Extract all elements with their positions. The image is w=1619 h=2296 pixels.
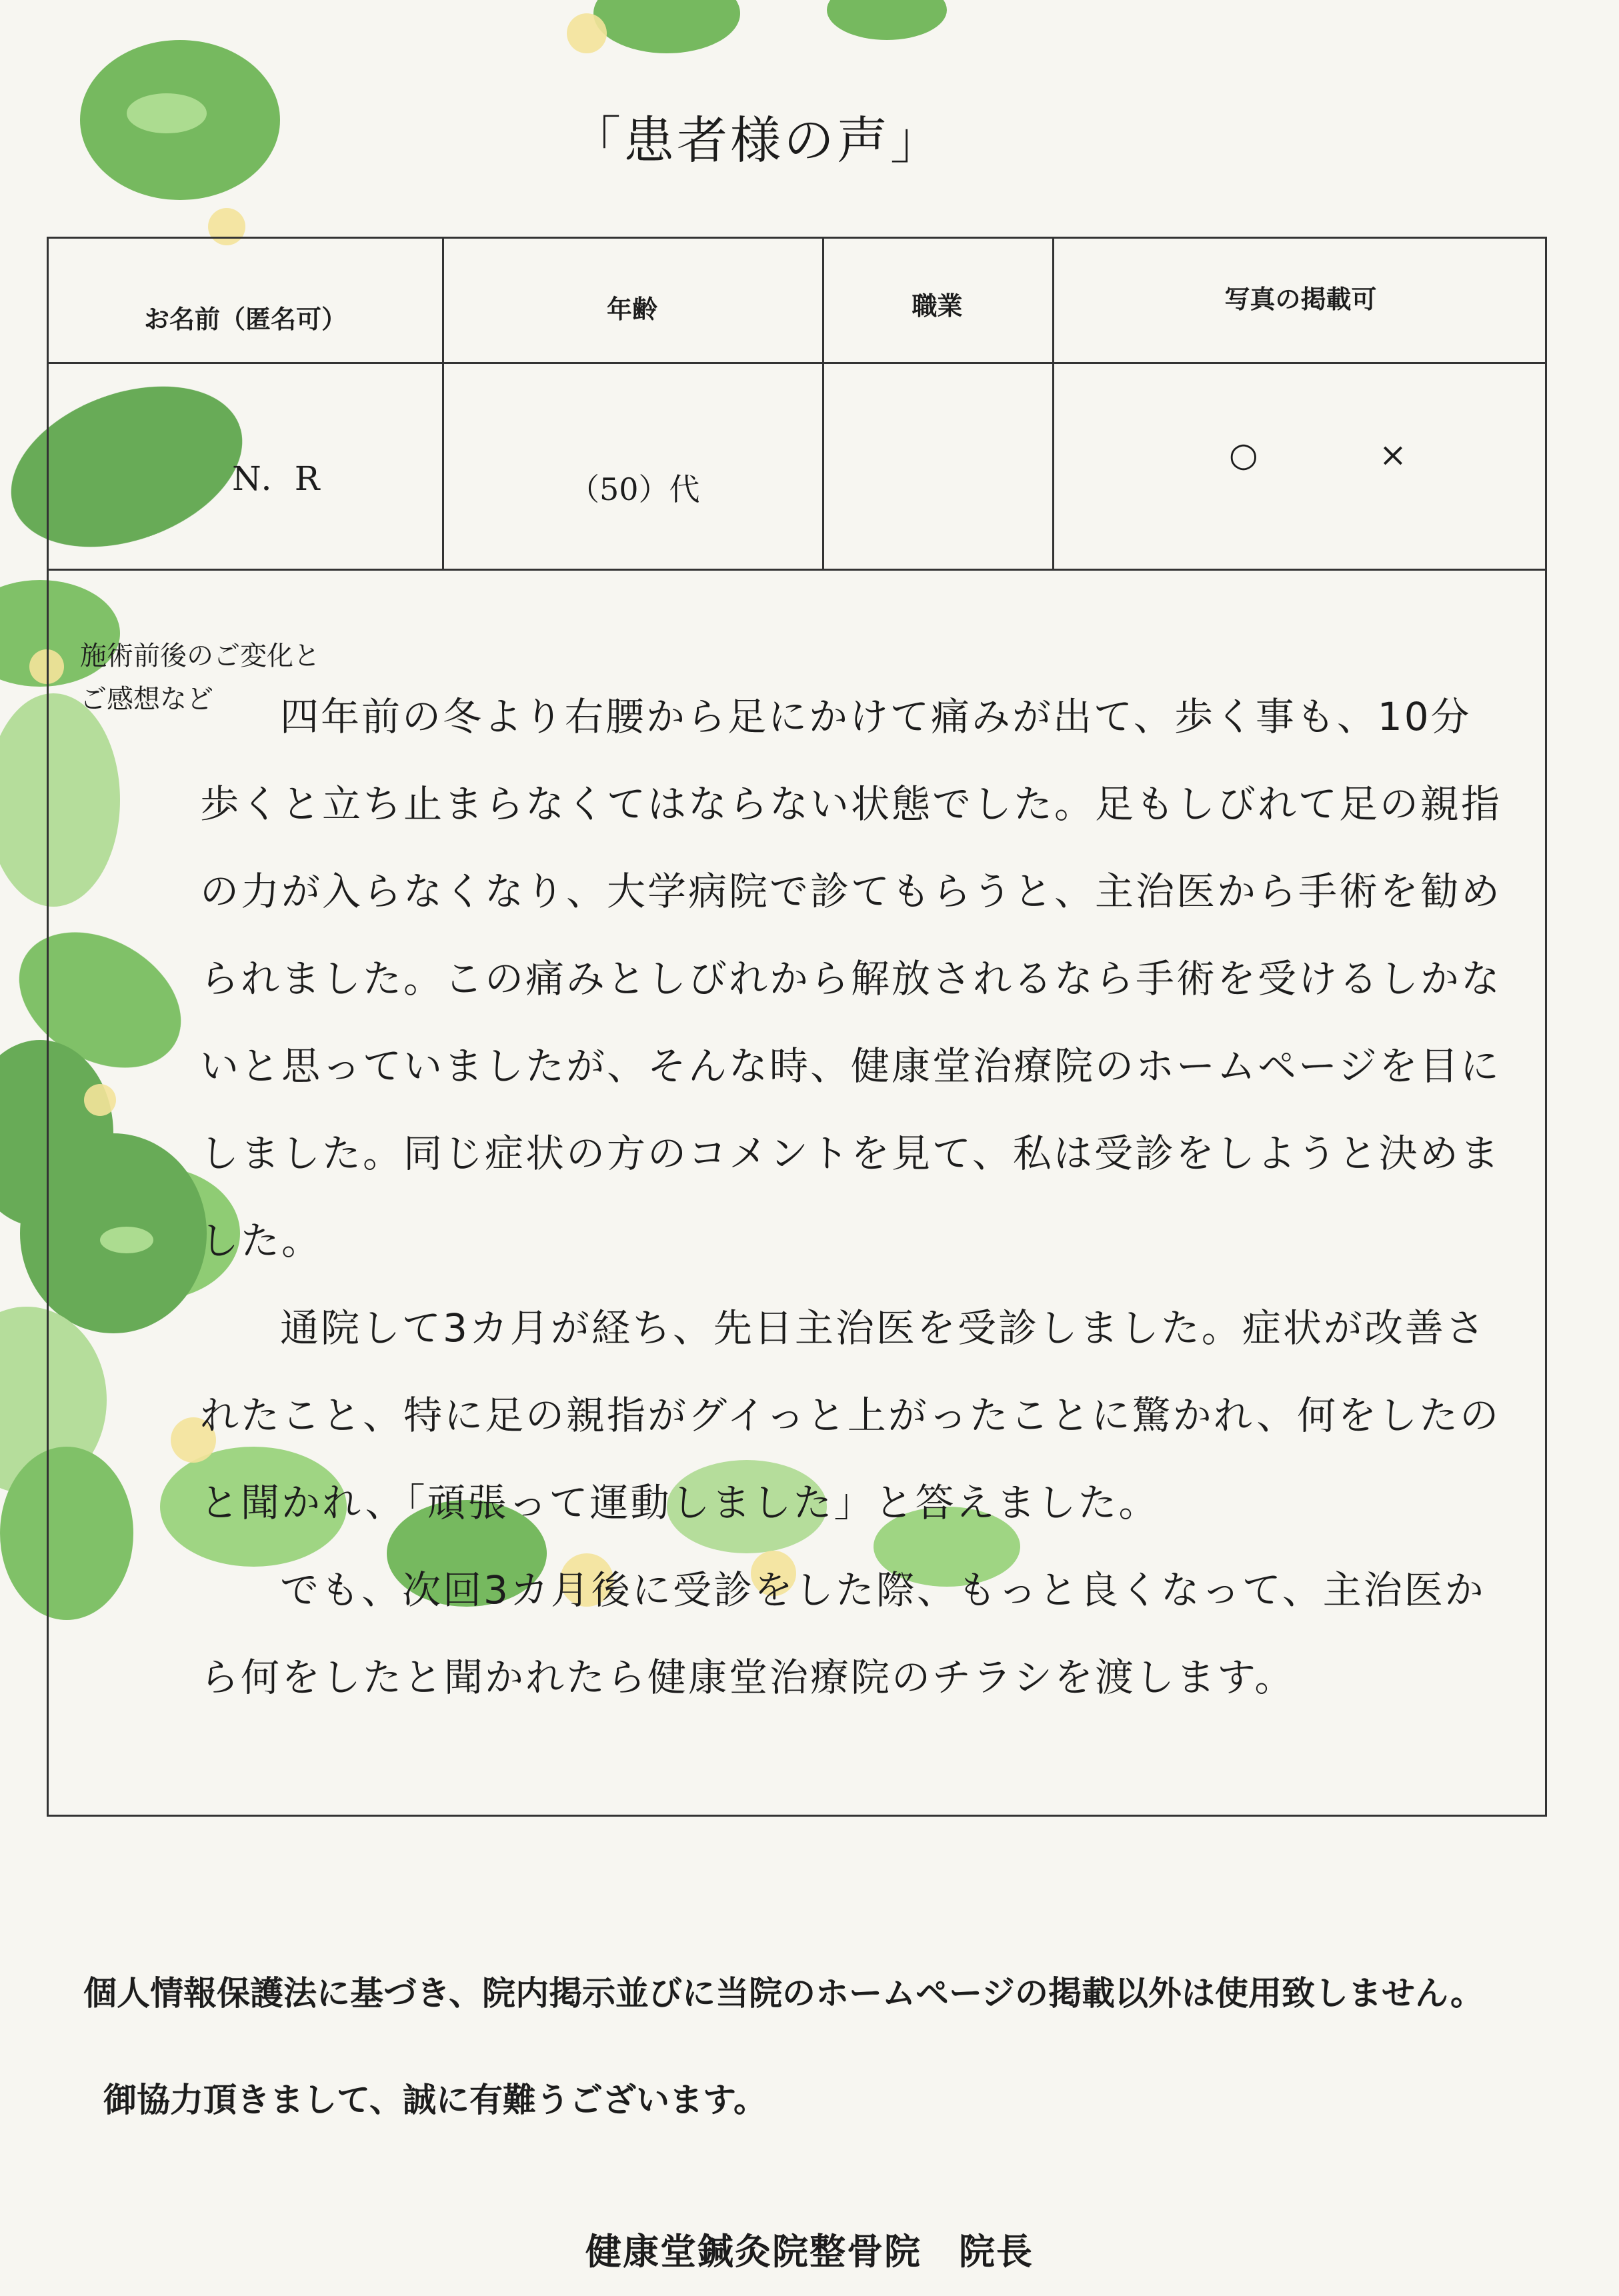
photo-yes-mark: ○ [1229,435,1258,474]
page-title: 「患者様の声」 [570,111,944,170]
photo-no-mark: × [1379,435,1407,474]
comment-paragraph: 四年前の冬より右腰から足にかけて痛みが出て、歩く事も、10分歩くと立ち止まらなくてはならない状態でした。足もしびれて足の親指の力が入らなくなり、大学病院で診てもらうと、主治医から手術を勧められました。この痛みとしびれから解放されるなら手術を受けるしかないと思っていましたが、そんな時、健康堂治療院のホームページを目にしました。同じ症状の方のコメントを見て、私は受診をしようと決めました。 [200,694,1502,1263]
value-age: （50）代 [569,471,700,507]
header-photo: 写真の掲載可 [1224,284,1377,314]
value-name: N．R [232,459,320,498]
header-name: お名前（匿名可） [143,304,347,334]
thanks-message: 御協力頂きまして、誠に有難うございます。 [103,2080,767,2119]
comment-label-1: 施術前後のご変化と [80,641,320,671]
comment-paragraph: 通院して3カ月が経ち、先日主治医を受診しました。症状が改善されたこと、特に足の親指がグイっと上がったことに驚かれ、何をしたのと聞かれ、「頑張って運動しました」と答えました。 [200,1305,1501,1525]
header-occupation: 職業 [912,291,963,321]
comment-paragraph: でも、次回3カ月後に受診をした際、もっと良くなって、主治医から何をしたと聞かれたら健康堂治療院のチラシを渡します。 [200,1567,1486,1700]
header-age: 年齢 [606,294,657,324]
privacy-notice: 個人情報保護法に基づき、院内掲示並びに当院のホームページの掲載以外は使用致しません。 [83,1973,1484,2013]
comment-label-2: ご感想など [80,684,213,715]
comment-text [200,673,1507,1721]
clinic-signature: 健康堂鍼灸院整骨院 院長 [585,2230,1034,2273]
